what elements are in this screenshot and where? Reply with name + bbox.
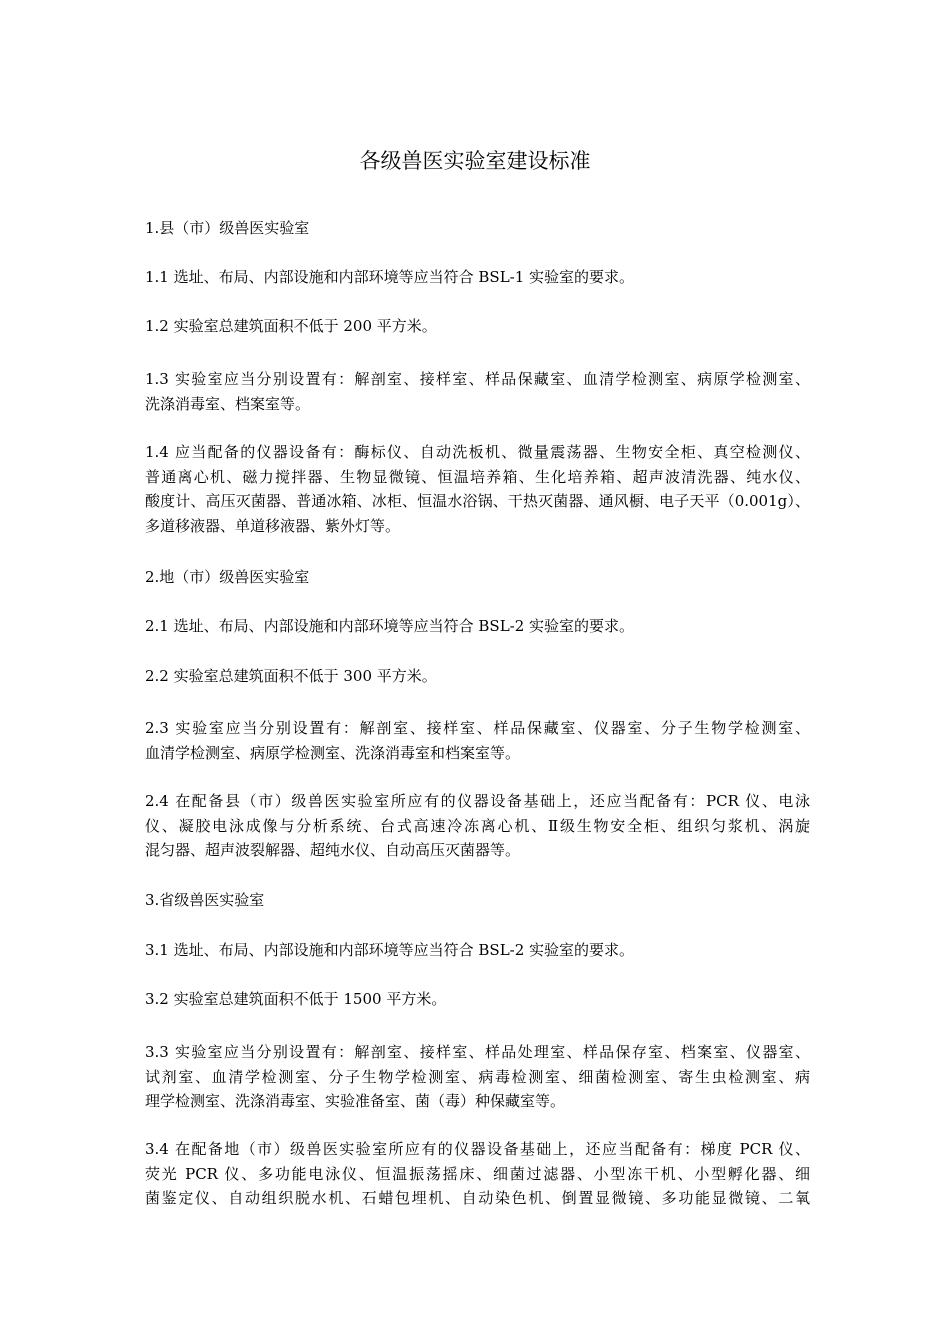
text-line: 3.省级兽医实验室 [145,891,265,909]
paragraph-1-1 [145,265,810,290]
paragraph-3-2 [145,987,810,1012]
text-line: 3.2 实验室总建筑面积不低于 1500 平方米。 [145,990,447,1008]
paragraph-1-4 [145,440,810,538]
text-line: 3.1 选址、布局、内部设施和内部环境等应当符合 BSL-2 实验室的要求。 [145,941,635,959]
text-line: 荧光 PCR 仪、多功能电泳仪、恒温振荡摇床、细菌过滤器、小型冻干机、小型孵化器、细 [145,1164,810,1183]
paragraph-1-3 [145,367,810,416]
page-title: 各级兽医实验室建设标准 [359,149,591,173]
paragraph-3-1 [145,938,810,963]
text-line: 普通离心机、磁力搅拌器、生物显微镜、恒温培养箱、生化培养箱、超声波清洗器、纯水仪、 [145,467,810,486]
paragraph-2-4 [145,789,810,863]
text-line: 1.2 实验室总建筑面积不低于 200 平方米。 [145,317,437,335]
text-line: 试剂室、血清学检测室、分子生物学检测室、病毒检测室、细菌检测室、寄生虫检测室、病 [145,1067,810,1086]
section-heading-province [145,888,810,913]
text-line: 1.县（市）级兽医实验室 [145,219,310,237]
text-line: 1.4 应当配备的仪器设备有：酶标仪、自动洗板机、微量震荡器、生物安全柜、真空检测仪、 [145,443,810,461]
text-line: 3.4 在配备地（市）级兽医实验室所应有的仪器设备基础上，还应当配备有：梯度 PCR 仪、 [145,1140,810,1158]
text-line: 菌鉴定仪、自动组织脱水机、石蜡包埋机、自动染色机、倒置显微镜、多功能显微镜、二氧 [145,1189,810,1207]
text-line: 2.4 在配备县（市）级兽医实验室所应有的仪器设备基础上，还应当配备有：PCR 仪、电泳 [145,792,810,810]
paragraph-3-3 [145,1040,810,1114]
paragraph-1-2 [145,314,810,339]
paragraph-3-4 [145,1137,810,1211]
section-heading-prefecture [145,565,810,590]
text-line: 混匀器、超声波裂解器、超纯水仪、自动高压灭菌器等。 [145,841,521,859]
text-line: 2.3 实验室应当分别设置有：解剖室、接样室、样品保藏室、仪器室、分子生物学检测室、 [145,719,810,737]
text-line: 酸度计、高压灭菌器、普通冰箱、冰柜、恒温水浴锅、干热灭菌器、通风橱、电子天平（0.001g）、 [145,492,810,510]
paragraph-2-2 [145,664,810,689]
paragraph-2-3 [145,716,810,765]
text-line: 多道移液器、单道移液器、紫外灯等。 [145,516,401,535]
text-line: 理学检测室、洗涤消毒室、实验准备室、菌（毒）种保藏室等。 [145,1092,566,1110]
text-line: 洗涤消毒室、档案室等。 [145,394,311,413]
text-line: 2.地（市）级兽医实验室 [145,568,310,586]
text-line: 3.3 实验室应当分别设置有：解剖室、接样室、样品处理室、样品保存室、档案室、仪器室、 [145,1043,810,1061]
text-line: 2.1 选址、布局、内部设施和内部环境等应当符合 BSL-2 实验室的要求。 [145,617,635,635]
text-line: 1.3 实验室应当分别设置有：解剖室、接样室、样品保藏室、血清学检测室、病原学检测室、 [145,370,810,388]
paragraph-2-1 [145,614,810,639]
text-line: 2.2 实验室总建筑面积不低于 300 平方米。 [145,667,437,685]
text-line: 1.1 选址、布局、内部设施和内部环境等应当符合 BSL-1 实验室的要求。 [145,268,635,286]
section-heading-county [145,216,810,241]
text-line: 仪、凝胶电泳成像与分析系统、台式高速冷冻离心机、Ⅱ级生物安全柜、组织匀浆机、涡旋 [145,816,810,835]
text-line: 血清学检测室、病原学检测室、洗涤消毒室和档案室等。 [145,743,521,762]
